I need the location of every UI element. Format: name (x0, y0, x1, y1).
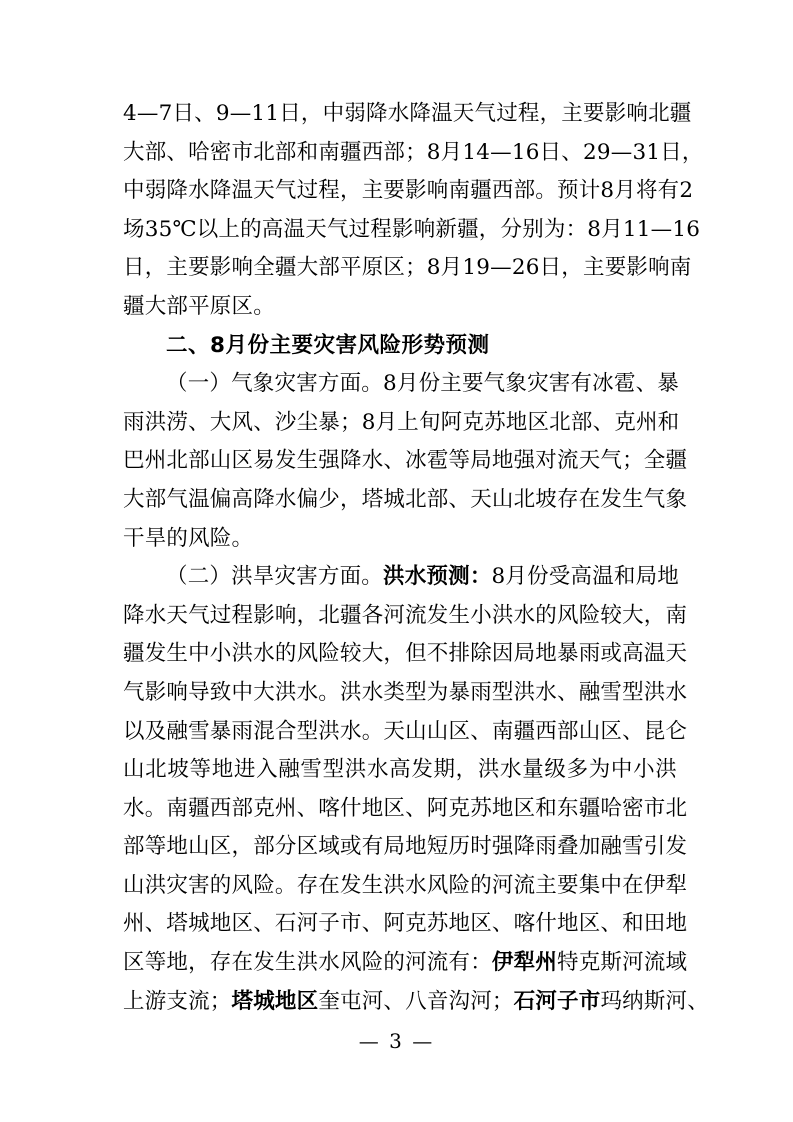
text-segment: （一）气象灾害方面。8月份主要气象灾害有冰雹、暴 (166, 371, 679, 397)
bold-text-segment: 伊犁州 (491, 950, 558, 976)
body-text (123, 95, 709, 1021)
text-line (123, 867, 688, 906)
text-segment: 4—7日、9—11日，中弱降水降温天气过程，主要影响北疆 (123, 101, 692, 126)
text-segment: 奎屯河、八音沟河； (318, 988, 514, 1014)
bold-text-segment: 洪水预测： (383, 564, 492, 590)
text-line (123, 442, 688, 481)
bold-text-segment: 石河子市 (513, 988, 601, 1014)
text-line (123, 288, 677, 327)
text-segment: 8月份受高温和局地 (491, 564, 680, 590)
text-segment: 以及融雪暴雨混合型洪水。天山山区、南疆西部山区、昆仑 (123, 718, 688, 744)
text-line (123, 635, 688, 674)
bold-text-segment: 塔城地区 (231, 988, 319, 1014)
text-line (123, 790, 688, 829)
text-segment: 区等地，存在发生洪水风险的河流有： (123, 950, 492, 976)
text-segment: 山北坡等地进入融雪型洪水高发期，洪水量级多为中小洪 (123, 757, 677, 783)
text-segment: 水。南疆西部克州、喀什地区、阿克苏地区和东疆哈密市北 (123, 795, 688, 821)
text-segment: 玛纳斯河、 (600, 988, 709, 1014)
text-line (123, 404, 680, 443)
text-line (123, 95, 692, 134)
section-heading (123, 327, 677, 366)
text-line (123, 597, 688, 636)
text-segment: （二）洪旱灾害方面。 (166, 564, 384, 590)
text-segment: 降水天气过程影响，北疆各河流发生小洪水的风险较大，南 (123, 602, 688, 628)
text-segment: 山洪灾害的风险。存在发生洪水风险的河流主要集中在伊犁 (123, 872, 688, 898)
text-segment: 日，主要影响全疆大部平原区；8月19—26日，主要影响南 (123, 255, 692, 281)
page-number: — 3 — (358, 1029, 435, 1053)
text-line (123, 828, 688, 867)
text-line (123, 905, 688, 944)
text-segment: 大部、哈密市北部和南疆西部；8月14—16日、29—31日， (123, 139, 704, 165)
text-line (123, 983, 709, 1022)
text-line (123, 751, 677, 790)
text-segment: 场35℃以上的高温天气过程影响新疆，分别为：8月11—16 (123, 216, 701, 242)
text-line (123, 172, 694, 211)
text-line (123, 211, 701, 250)
text-segment: 州、塔城地区、石河子市、阿克苏地区、喀什地区、和田地 (123, 911, 688, 937)
text-segment: 疆大部平原区。 (123, 293, 275, 319)
text-segment: 干旱的风险。 (123, 525, 254, 551)
text-segment: 部等地山区，部分区域或有局地短历时强降雨叠加融雪引发 (123, 834, 688, 860)
text-segment: 疆发生中小洪水的风险较大，但不排除因局地暴雨或高温天 (123, 641, 688, 667)
text-line (123, 944, 688, 983)
bold-text-segment: 二、8月份主要灾害风险形势预测 (166, 332, 490, 358)
text-line (123, 713, 688, 752)
text-line (123, 249, 692, 288)
text-line (123, 520, 677, 559)
text-line (123, 674, 688, 713)
text-segment: 大部气温偏高降水偏少，塔城北部、天山北坡存在发生气象 (123, 486, 688, 512)
text-line (123, 134, 704, 173)
text-segment: 雨洪涝、大风、沙尘暴；8月上旬阿克苏地区北部、克州和 (123, 409, 680, 435)
text-line (123, 481, 688, 520)
text-line (123, 365, 677, 404)
text-segment: 中弱降水降温天气过程，主要影响南疆西部。预计8月将有2 (123, 178, 694, 204)
text-line (123, 558, 680, 597)
text-segment: 巴州北部山区易发生强降水、冰雹等局地强对流天气；全疆 (123, 448, 688, 474)
text-segment: 特克斯河流域 (557, 950, 688, 976)
text-segment: 气影响导致中大洪水。洪水类型为暴雨型洪水、融雪型洪水 (123, 679, 688, 705)
text-segment: 上游支流； (123, 988, 232, 1014)
